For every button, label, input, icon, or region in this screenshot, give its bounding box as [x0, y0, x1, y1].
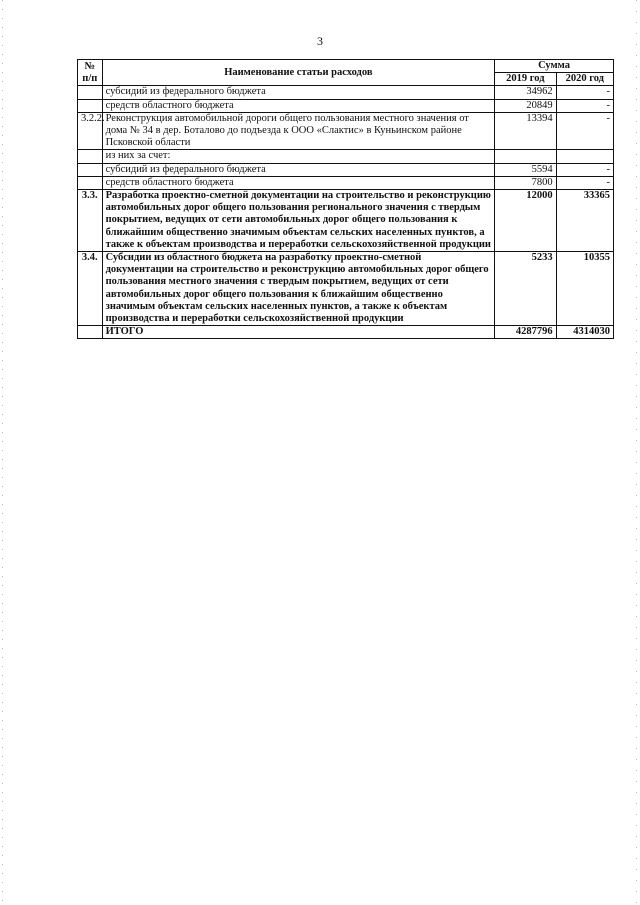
row-number: 3.2.2.	[78, 112, 103, 150]
row-name: средств областного бюджета	[102, 176, 495, 189]
row-name: Реконструкция автомобильной дороги общего пользования местного значения от дома № 34 в дер. Боталово до подъезда к ООО «Слактис» в Куньинском районе Псковской области	[102, 112, 495, 150]
row-number	[78, 163, 103, 176]
table-row	[78, 112, 614, 150]
budget-table	[77, 59, 614, 339]
row-name: Субсидии из областного бюджета на разработку проектно-сметной документации на строительство и реконструкцию автомобильных дорог общего пользования местного значения с твердым покрытием, ведущих от сети автомобильных дорог общего пользования к ближайшим общественно значимым объектам сельских населенных пунктов, а также к объектам производства и переработки сельскохозяйственной продукции	[102, 252, 495, 326]
header-year-2019: 2019 год	[495, 73, 556, 86]
table-row	[78, 252, 614, 326]
table-row	[78, 86, 614, 99]
table-row	[78, 190, 614, 252]
header-name: Наименование статьи расходов	[102, 60, 495, 86]
row-sum-2019: 12000	[495, 190, 556, 252]
row-sum-2019: 4287796	[495, 326, 556, 339]
header-sum: Сумма	[495, 60, 614, 73]
row-number: 3.4.	[78, 252, 103, 326]
row-name: субсидий из федерального бюджета	[102, 86, 495, 99]
row-sum-2020: 33365	[556, 190, 613, 252]
row-sum-2020: -	[556, 99, 613, 112]
row-name: ИТОГО	[102, 326, 495, 339]
row-sum-2019: 13394	[495, 112, 556, 150]
row-sum-2019: 7800	[495, 176, 556, 189]
table-row	[78, 150, 614, 163]
row-number: 3.3.	[78, 190, 103, 252]
table-body	[78, 86, 614, 339]
row-sum-2020: 10355	[556, 252, 613, 326]
table-row	[78, 163, 614, 176]
row-sum-2020: 4314030	[556, 326, 613, 339]
table-row	[78, 176, 614, 189]
row-name: субсидий из федерального бюджета	[102, 163, 495, 176]
row-sum-2019	[495, 150, 556, 163]
header-year-2020: 2020 год	[556, 73, 613, 86]
row-sum-2020: -	[556, 163, 613, 176]
row-sum-2020: -	[556, 112, 613, 150]
row-sum-2019: 5233	[495, 252, 556, 326]
row-number	[78, 176, 103, 189]
table-row	[78, 326, 614, 339]
header-no: № п/п	[78, 60, 103, 86]
row-name: средств областного бюджета	[102, 99, 495, 112]
table-row	[78, 99, 614, 112]
row-sum-2019: 20849	[495, 99, 556, 112]
page-number: 3	[317, 34, 323, 48]
row-sum-2020: -	[556, 176, 613, 189]
row-sum-2019: 5594	[495, 163, 556, 176]
scan-edge-right	[636, 0, 637, 905]
row-number	[78, 326, 103, 339]
row-name: Разработка проектно-сметной документации на строительство и реконструкцию автомобильных дорог общего пользования регионального значения с твердым покрытием, ведущих от сети автомобильных дорог общего пользования к ближайшим общественно значимым объектам сельских населенных пунктов, а также к объектам производства и переработки сельскохозяйственной продукции	[102, 190, 495, 252]
row-sum-2020	[556, 150, 613, 163]
row-name: из них за счет:	[102, 150, 495, 163]
row-sum-2020: -	[556, 86, 613, 99]
row-number	[78, 150, 103, 163]
scan-edge-left	[2, 0, 3, 905]
row-sum-2019: 34962	[495, 86, 556, 99]
row-number	[78, 99, 103, 112]
row-number	[78, 86, 103, 99]
